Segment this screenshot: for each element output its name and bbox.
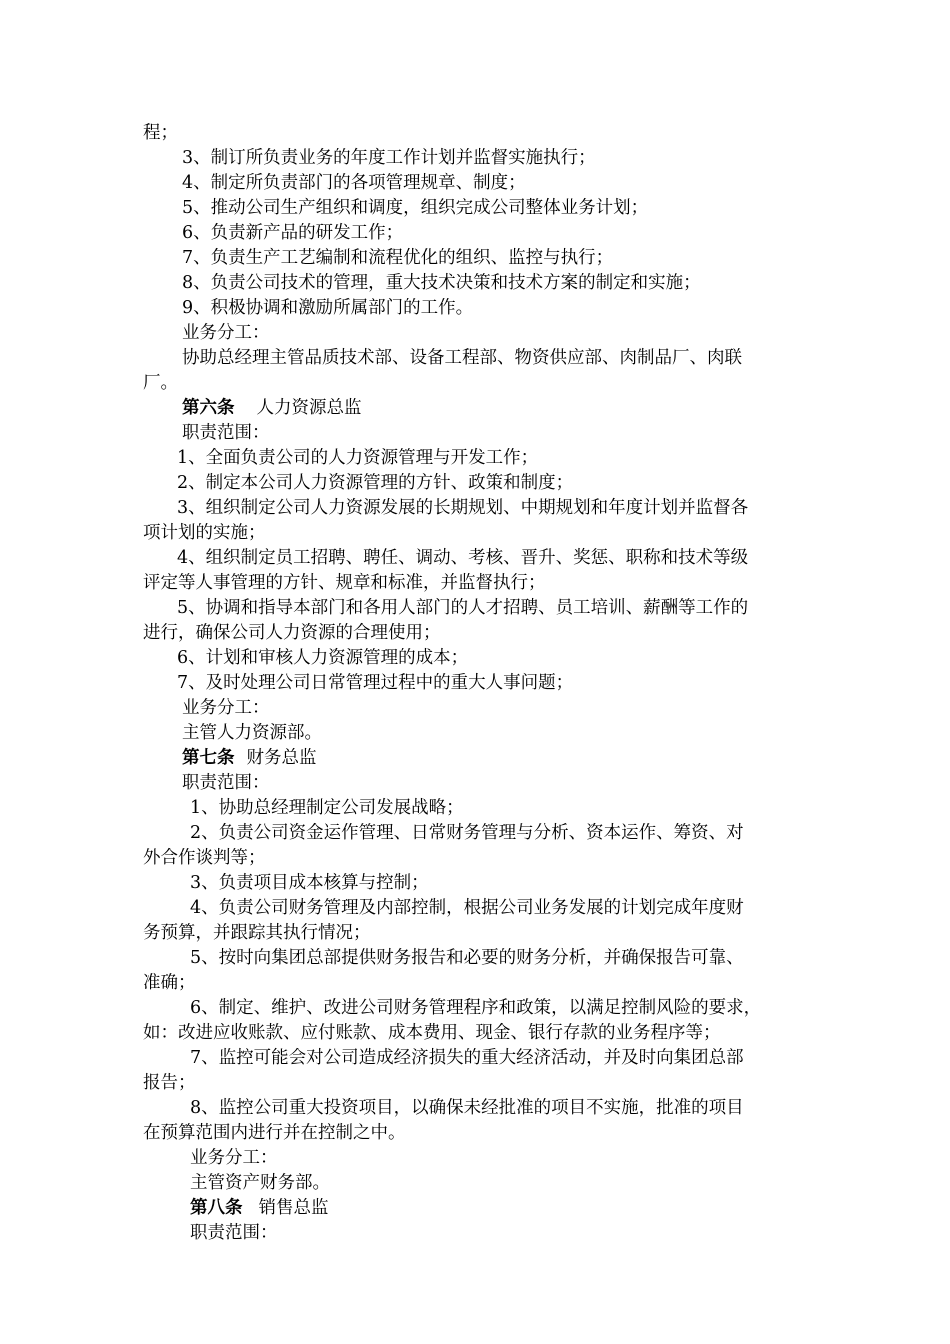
text-line: 4、组织制定员工招聘、聘任、调动、考核、晋升、奖惩、职称和技术等级 [177, 548, 749, 568]
text-line: 8、负责公司技术的管理，重大技术决策和技术方案的制定和实施； [182, 273, 701, 293]
text-line: 业务分工： [182, 698, 270, 718]
text-line: 主管资产财务部。 [190, 1173, 330, 1193]
text-line: 3、组织制定公司人力资源发展的长期规划、中期规划和年度计划并监督各 [177, 498, 749, 518]
text-line: 4、制定所负责部门的各项管理规章、制度； [182, 173, 526, 193]
text-line: 外合作谈判等； [143, 848, 266, 868]
text-line: 5、协调和指导本部门和各用人部门的人才招聘、员工培训、薪酬等工作的 [177, 598, 749, 618]
text-line: 厂。 [143, 373, 178, 393]
text-line: 报告； [143, 1073, 196, 1093]
text-line: 项计划的实施； [143, 523, 266, 543]
text-line: 5、按时向集团总部提供财务报告和必要的财务分析，并确保报告可靠、 [190, 948, 744, 968]
text-line: 职责范围： [182, 423, 270, 443]
article-title: 人力资源总监 [256, 398, 362, 418]
text-line: 6、计划和审核人力资源管理的成本； [177, 648, 469, 668]
article-heading [182, 396, 362, 421]
article-number: 第六条 [182, 398, 235, 418]
text-line: 7、负责生产工艺编制和流程优化的组织、监控与执行； [182, 248, 614, 268]
article-heading [182, 746, 317, 771]
text-line: 7、及时处理公司日常管理过程中的重大人事问题； [177, 673, 574, 693]
text-line: 3、制订所负责业务的年度工作计划并监督实施执行； [182, 148, 596, 168]
text-line: 1、协助总经理制定公司发展战略； [190, 798, 464, 818]
text-line: 职责范围： [190, 1223, 278, 1243]
text-line: 如：改进应收账款、应付账款、成本费用、现金、银行存款的业务程序等； [143, 1023, 721, 1043]
text-line: 准确； [143, 973, 196, 993]
text-line: 在预算范围内进行并在控制之中。 [143, 1123, 406, 1143]
text-line: 6、制定、维护、改进公司财务管理程序和政策，以满足控制风险的要求， [190, 998, 762, 1018]
text-line: 协助总经理主管品质技术部、设备工程部、物资供应部、肉制品厂、肉联 [182, 348, 742, 368]
article-title: 财务总监 [246, 748, 317, 768]
text-line: 2、负责公司资金运作管理、日常财务管理与分析、资本运作、筹资、对 [190, 823, 744, 843]
text-line: 进行，确保公司人力资源的合理使用； [143, 623, 441, 643]
text-line: 5、推动公司生产组织和调度，组织完成公司整体业务计划； [182, 198, 649, 218]
text-line: 业务分工： [182, 323, 270, 343]
article-number: 第七条 [182, 748, 235, 768]
text-line: 4、负责公司财务管理及内部控制，根据公司业务发展的计划完成年度财 [190, 898, 744, 918]
text-line: 主管人力资源部。 [182, 723, 322, 743]
text-line: 评定等人事管理的方针、规章和标准，并监督执行； [143, 573, 546, 593]
text-line: 2、制定本公司人力资源管理的方针、政策和制度； [177, 473, 574, 493]
text-line: 7、监控可能会对公司造成经济损失的重大经济活动，并及时向集团总部 [190, 1048, 744, 1068]
text-line: 1、全面负责公司的人力资源管理与开发工作； [177, 448, 539, 468]
text-line: 6、负责新产品的研发工作； [182, 223, 404, 243]
text-line: 职责范围： [182, 773, 270, 793]
text-line: 务预算，并跟踪其执行情况； [143, 923, 371, 943]
text-line: 程； [143, 123, 178, 143]
text-line: 9、积极协调和激励所属部门的工作。 [182, 298, 474, 318]
article-number: 第八条 [190, 1198, 243, 1218]
text-line: 业务分工： [190, 1148, 278, 1168]
article-heading [190, 1196, 329, 1221]
article-title: 销售总监 [258, 1198, 329, 1218]
text-line: 3、负责项目成本核算与控制； [190, 873, 429, 893]
text-line: 8、监控公司重大投资项目，以确保未经批准的项目不实施，批准的项目 [190, 1098, 744, 1118]
